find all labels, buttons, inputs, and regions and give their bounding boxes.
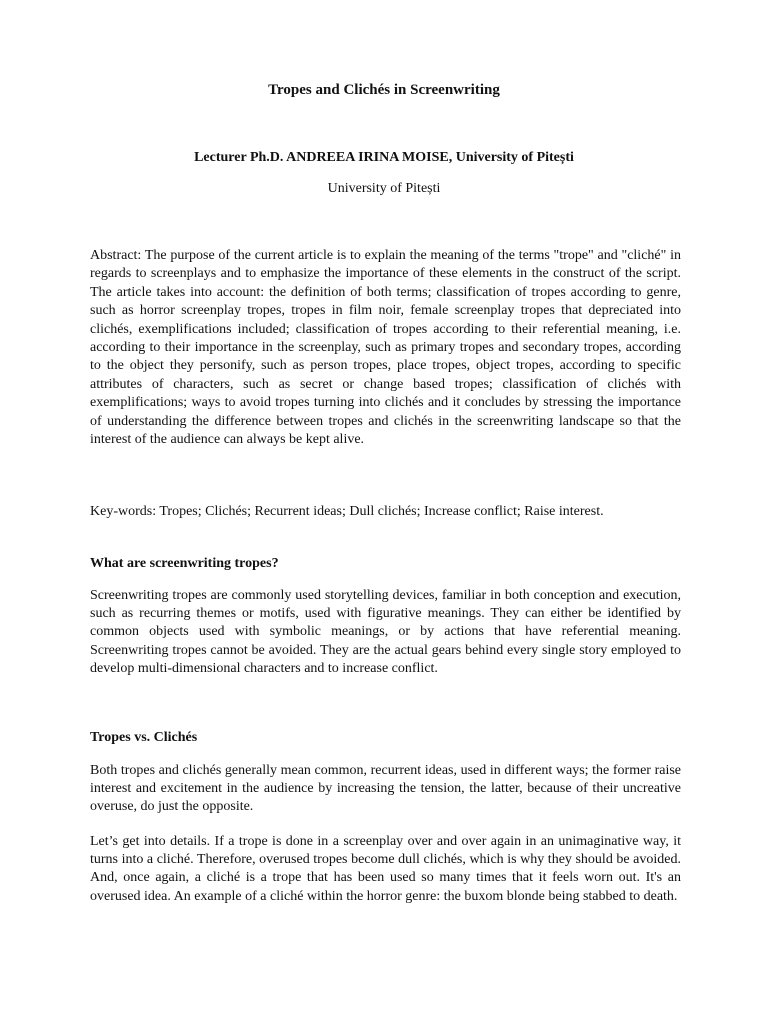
section-paragraph: Screenwriting tropes are commonly used storytelling devices, familiar in both conception and execution, such as recurring themes or motifs, used with figurative meanings. They can either be identified by common objects used with symbolic meanings, or by actions that have referential meaning. Screenwriting tropes cannot be avoided. They are the actual gears behind every single story employed to develop multi-dimensional characters and to increase conflict.	[90, 588, 681, 676]
affiliation: University of Pitești	[327, 181, 441, 196]
section-paragraph: Let’s get into details. If a trope is done in a screenplay over and over again in an unimaginative way, it turns into a cliché. Therefore, overused tropes become dull clichés, which is why they should be avoided. And, once again, a cliché is a trope that has been used so many times that it feels worn out. It's an overused idea. An example of a cliché within the horror genre: the buxom blonde being stabbed to death.	[90, 834, 681, 904]
keywords-paragraph: Key-words: Tropes; Clichés; Recurrent ideas; Dull clichés; Increase conflict; Raise interest.	[90, 504, 604, 519]
section-heading: What are screenwriting tropes?	[90, 556, 279, 571]
abstract-paragraph: Abstract: The purpose of the current article is to explain the meaning of the terms "trope" and "cliché" in regards to screenplays and to emphasize the importance of these elements in the construct of the script. The article takes into account: the definition of both terms; classification of tropes according to genre, such as horror screenplay tropes, tropes in film noir, female screenplay tropes that depreciated into clichés, exemplifications included; classification of tropes according to their referential meaning, i.e. according to their importance in the screenplay, such as primary tropes and secondary tropes, according to the object they personify, such as person tropes, place tropes, object tropes, according to specific attributes of characters, such as secret or change based tropes; classification of clichés with exemplifications; ways to avoid tropes turning into clichés and it concludes by stressing the importance of understanding the difference between tropes and clichés in the screenwriting landscape so that the interest of the audience can always be kept alive.	[90, 248, 681, 448]
section-paragraph: Both tropes and clichés generally mean common, recurrent ideas, used in different ways; the former raise interest and excitement in the audience by increasing the tension, the latter, because of their uncreative overuse, do just the opposite.	[90, 763, 681, 815]
author-line: Lecturer Ph.D. ANDREEA IRINA MOISE, University of Pitești	[194, 150, 574, 165]
paper-title: Tropes and Clichés in Screenwriting	[268, 82, 500, 98]
section-heading: Tropes vs. Clichés	[90, 730, 198, 745]
